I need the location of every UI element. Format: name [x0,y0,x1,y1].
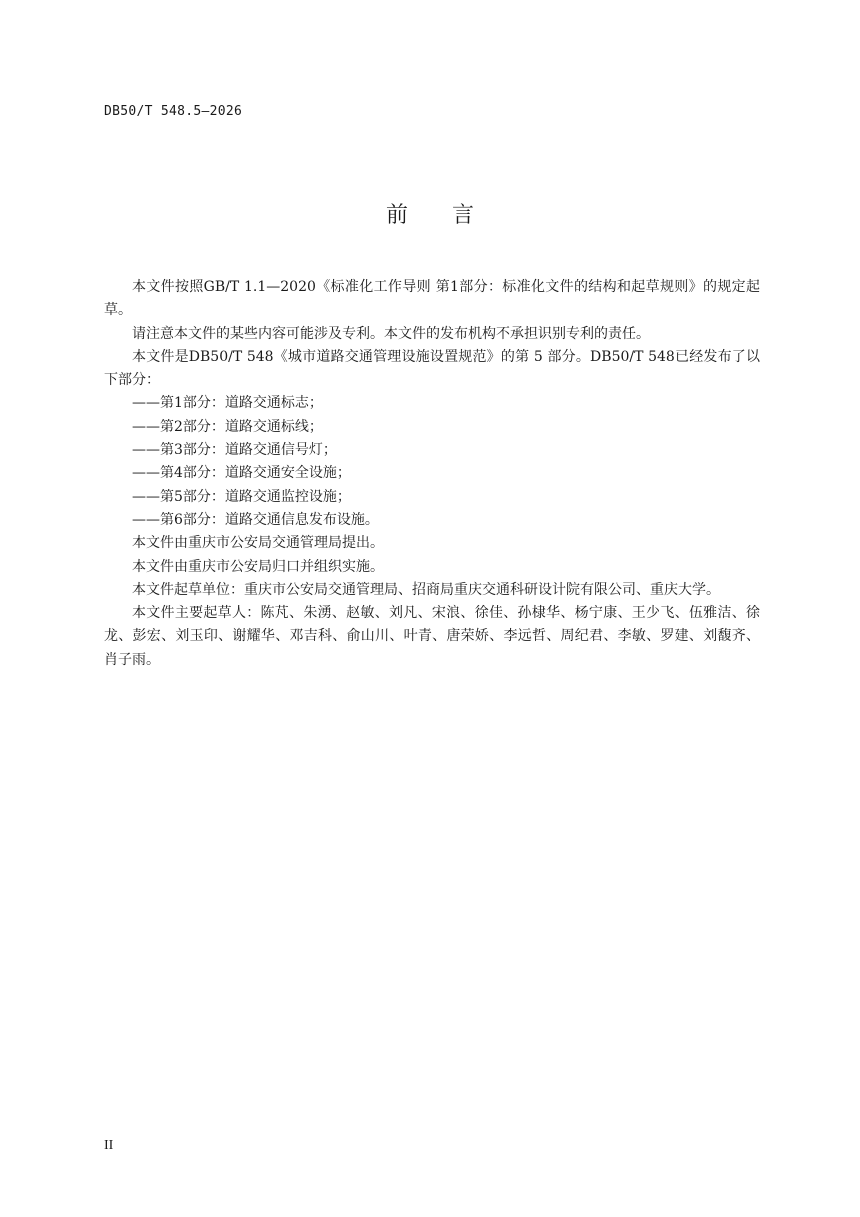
paragraph-drafting-units: 本文件起草单位：重庆市公安局交通管理局、招商局重庆交通科研设计院有限公司、重庆大学。 [132,581,720,598]
title-char-2: 言 [452,203,475,228]
foreword-body [104,276,760,672]
paragraph-drafters: 本文件主要起草人：陈芃、朱湧、赵敏、刘凡、宋浪、徐佳、孙棣华、杨宁康、王少飞、伍雅洁、徐龙、彭宏、刘玉印、谢耀华、邓吉科、俞山川、叶青、唐荣娇、李远哲、周纪君、李敏、罗建、刘馥齐、肖子雨。 [104,605,760,668]
page-number: II [104,1138,114,1153]
list-item: ——第4部分：道路交通安全设施； [132,465,351,482]
page-title [0,198,860,229]
list-item: ——第6部分：道路交通信息发布设施。 [132,511,379,528]
paragraph-administrator: 本文件由重庆市公安局归口并组织实施。 [132,558,384,575]
list-item: ——第2部分：道路交通标线； [132,418,323,435]
paragraph-proposer: 本文件由重庆市公安局交通管理局提出。 [132,535,384,552]
list-item: ——第5部分：道路交通监控设施； [132,488,351,505]
document-code: DB50/T 548.5—2026 [104,104,243,119]
paragraph-part-info: 本文件是DB50/T 548《城市道路交通管理设施设置规范》的第 5 部分。DB50/T 548已经发布了以下部分： [104,348,760,389]
list-item: ——第3部分：道路交通信号灯； [132,442,337,459]
title-char-1: 前 [385,203,408,228]
paragraph-drafting-rules: 本文件按照GB/T 1.1—2020《标准化工作导则 第1部分：标准化文件的结构和起草规则》的规定起草。 [104,279,760,319]
paragraph-patent-notice: 请注意本文件的某些内容可能涉及专利。本文件的发布机构不承担识别专利的责任。 [132,325,650,342]
list-item: ——第1部分：道路交通标志； [132,395,323,412]
